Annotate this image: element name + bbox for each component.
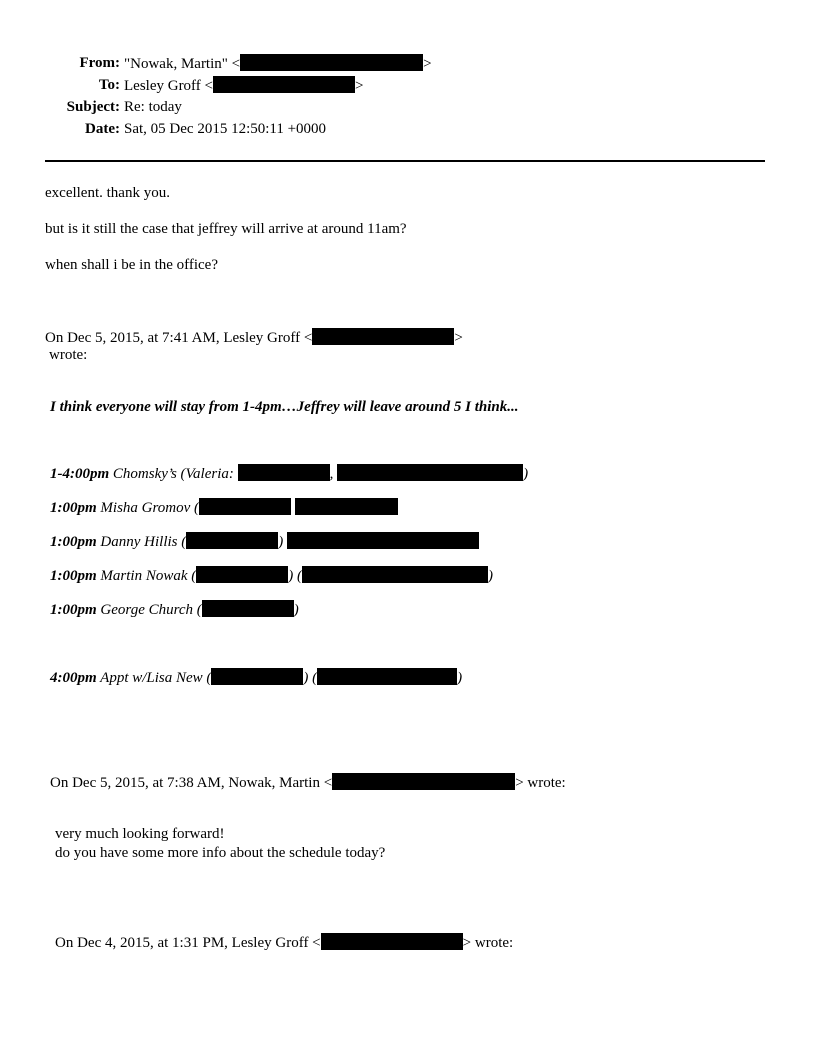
subject-label: Subject: bbox=[66, 99, 120, 115]
redacted-phone bbox=[202, 600, 294, 617]
redacted-email bbox=[332, 773, 515, 790]
redacted-phone bbox=[238, 464, 330, 481]
body-line: when shall i be in the office? bbox=[45, 257, 218, 273]
quote-attribution: On Dec 5, 2015, at 7:38 AM, Nowak, Martin < > wrote: bbox=[50, 775, 566, 791]
to-value: Lesley Groff < > bbox=[124, 78, 364, 94]
quote-wrote: wrote: bbox=[49, 347, 88, 363]
redacted-email bbox=[295, 498, 398, 515]
quote-line: very much looking forward! bbox=[55, 826, 225, 842]
redacted-phone bbox=[199, 498, 291, 515]
from-value: "Nowak, Martin" < > bbox=[124, 56, 432, 72]
subject-value: Re: today bbox=[124, 99, 182, 115]
redacted-email bbox=[312, 328, 454, 345]
quote-attribution: On Dec 4, 2015, at 1:31 PM, Lesley Groff < > wrote: bbox=[55, 935, 514, 951]
redacted-email bbox=[337, 464, 523, 481]
redacted-email bbox=[240, 54, 423, 71]
from-label: From: bbox=[79, 55, 120, 71]
redacted-email bbox=[321, 933, 463, 950]
redacted-phone bbox=[186, 532, 278, 549]
schedule-item: 1:00pm Misha Gromov ( bbox=[50, 498, 398, 517]
redacted-email bbox=[213, 76, 355, 93]
redacted-email bbox=[317, 668, 457, 685]
body-line: excellent. thank you. bbox=[45, 185, 170, 201]
redacted-email bbox=[287, 532, 479, 549]
redacted-phone bbox=[196, 566, 288, 583]
schedule-intro: I think everyone will stay from 1-4pm…Jeffrey will leave around 5 I think... bbox=[50, 399, 519, 415]
schedule-item: 1:00pm Martin Nowak ( ) ( ) bbox=[50, 568, 494, 584]
quote-attribution: On Dec 5, 2015, at 7:41 AM, Lesley Groff < > bbox=[45, 330, 463, 346]
schedule-item: 1:00pm George Church ( ) bbox=[50, 602, 299, 618]
schedule-item: 1:00pm Danny Hillis ( ) bbox=[50, 532, 479, 551]
schedule-item: 1-4:00pm Chomsky’s (Valeria: , ) bbox=[50, 466, 529, 482]
quote-line: do you have some more info about the schedule today? bbox=[55, 845, 386, 861]
redacted-phone bbox=[211, 668, 303, 685]
to-label: To: bbox=[98, 77, 120, 93]
date-label: Date: bbox=[85, 121, 120, 137]
schedule-item-appt: 4:00pm Appt w/Lisa New ( ) ( ) bbox=[50, 670, 463, 686]
header-divider bbox=[45, 160, 765, 162]
body-line: but is it still the case that jeffrey will arrive at around 11am? bbox=[45, 221, 407, 237]
redacted-email bbox=[302, 566, 488, 583]
date-value: Sat, 05 Dec 2015 12:50:11 +0000 bbox=[124, 121, 327, 137]
